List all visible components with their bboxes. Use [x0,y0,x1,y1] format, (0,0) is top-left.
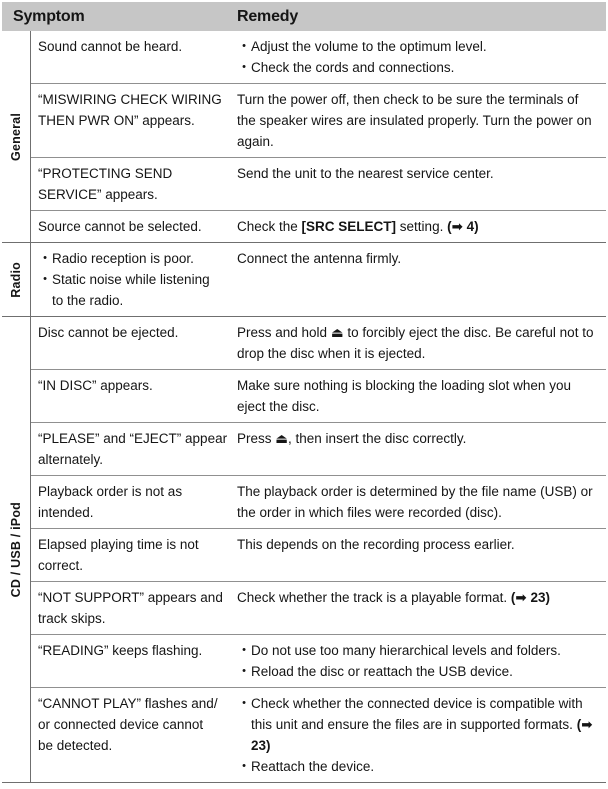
section-rows [31,317,606,782]
eject-icon: ⏏ [275,431,289,446]
remedy-cell: Turn the power off, then check to be sure the terminals of the speaker wires are insulated properly. Turn the power on again. [237,92,592,149]
bullet-list [38,248,229,311]
section-label: General [9,112,23,161]
table-row [31,31,606,83]
arrow-right-icon: ➡ [581,717,593,732]
remedy-cell: Connect the antenna firmly. [237,251,402,266]
bullet-item [38,269,229,311]
bullet-icon: • [242,40,246,52]
section-rows [31,243,606,316]
symptom-cell: “NOT SUPPORT” appears and track skips. [38,590,223,626]
bullet-item [237,693,600,756]
bullet-item [38,248,229,269]
table-row [31,157,606,210]
section-category-cell [2,243,31,316]
table-bottom-rule [2,782,606,789]
table-row [31,581,606,634]
bullet-text: Adjust the volume to the optimum level. [251,39,487,54]
symptom-cell: Playback order is not as intended. [38,484,183,520]
table-section-radio [2,242,606,316]
table-row [31,422,606,475]
symptom-cell: Sound cannot be heard. [38,39,183,54]
bullet-list [237,36,600,78]
remedy-cell: This depends on the recording process earlier. [237,537,515,552]
bullet-item [237,640,600,661]
bullet-text: Static noise while listening to the radio. [52,272,210,308]
section-category-cell [2,317,31,782]
bullet-text: Check whether the connected device is compatible with this unit and ensure the files are in supported formats. (➡ 23) [251,696,593,753]
remedy-cell: Press and hold ⏏ to forcibly eject the disc. Be careful not to drop the disc when it is ejected. [237,325,594,361]
remedy-cell: Make sure nothing is blocking the loading slot when you eject the disc. [237,378,571,414]
table-row [31,475,606,528]
symptom-cell [31,248,237,311]
table-row [31,243,606,316]
symptom-cell: Source cannot be selected. [38,219,202,234]
table-row [31,369,606,422]
bold-text: (➡ 4) [447,219,479,234]
symptom-cell: “READING” keeps flashing. [38,643,203,658]
bold-text: [SRC SELECT] [301,219,397,234]
bullet-item [237,36,600,57]
eject-icon: ⏏ [330,325,344,340]
bold-text: (➡ 23) [251,717,593,753]
table-row [31,317,606,369]
bullet-icon: • [43,252,47,264]
table-section-general [2,31,606,242]
bullet-icon: • [242,760,246,772]
table-row [31,634,606,687]
bullet-text: Reattach the device. [251,759,375,774]
bold-text: (➡ 23) [510,590,550,605]
section-rows [31,31,606,242]
symptom-cell: “IN DISC” appears. [38,378,153,393]
arrow-right-icon: ➡ [451,219,463,234]
table-row [31,83,606,157]
bullet-icon: • [242,644,246,656]
remedy-cell: Check whether the track is a playable format. (➡ 23) [237,590,550,605]
remedy-cell [237,693,606,777]
bullet-item [237,661,600,682]
remedy-cell: Press ⏏, then insert the disc correctly. [237,431,467,446]
arrow-right-icon: ➡ [515,590,527,605]
symptom-cell: “PROTECTING SEND SERVICE” appears. [38,166,173,202]
bullet-text: Do not use too many hierarchical levels and folders. [251,643,561,658]
bullet-item [237,57,600,78]
symptom-cell: “PLEASE” and “EJECT” appear alternately. [38,431,228,467]
bullet-text: Radio reception is poor. [52,251,194,266]
remedy-cell: Check the [SRC SELECT] setting. (➡ 4) [237,219,479,234]
symptom-cell: Elapsed playing time is not correct. [38,537,199,573]
troubleshooting-table [2,2,606,789]
bullet-text: Reload the disc or reattach the USB device. [251,664,513,679]
remedy-cell: Send the unit to the nearest service center. [237,166,494,181]
bullet-icon: • [242,697,246,709]
symptom-cell: “MISWIRING CHECK WIRING THEN PWR ON” appears. [38,92,222,128]
table-header-row [2,2,606,31]
symptom-cell: “CANNOT PLAY” flashes and/ or connected device cannot be detected. [38,696,218,753]
bullet-icon: • [242,665,246,677]
symptom-column-header: Symptom [13,7,85,25]
bullet-text: Check the cords and connections. [251,60,455,75]
bullet-list [237,640,600,682]
table-row [31,528,606,581]
bullet-icon: • [43,273,47,285]
section-category-cell [2,31,31,242]
section-label: Radio [9,261,23,298]
bullet-item [237,756,600,777]
table-section-cd-usb-ipod [2,316,606,782]
table-row [31,687,606,782]
remedy-cell [237,640,606,682]
remedy-cell [237,36,606,78]
table-sections [2,31,606,782]
remedy-cell: The playback order is determined by the file name (USB) or the order in which files were recorded (disc). [237,484,593,520]
bullet-icon: • [242,61,246,73]
section-label: CD / USB / iPod [9,501,23,598]
symptom-cell: Disc cannot be ejected. [38,325,179,340]
remedy-column-header: Remedy [237,7,299,25]
table-row [31,210,606,242]
bullet-list [237,693,600,777]
